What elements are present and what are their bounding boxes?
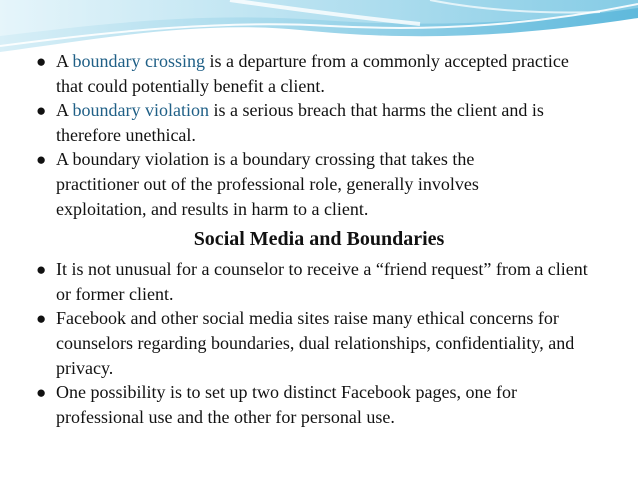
highlighted-term: boundary crossing	[72, 51, 205, 71]
bullet-text-post: is a serious breach that harms the client and is therefore unethical.	[56, 100, 544, 145]
bullet-icon: ●	[36, 309, 47, 328]
bullet-icon: ●	[36, 52, 47, 71]
bullet-icon: ●	[36, 150, 47, 169]
bullet-item-2	[56, 98, 596, 148]
bullet-text-pre: A	[56, 100, 73, 120]
bullet-item-3: A boundary violation is a boundary crossing that takes the practitioner out of the professional role, generally involves exploitation, and results in harm to a client.	[56, 149, 479, 219]
bullet-item-5: Facebook and other social media sites raise many ethical concerns for counselors regarding boundaries, dual relationships, confidentiality, and privacy.	[56, 308, 575, 378]
bullet-item-1	[56, 49, 576, 99]
bullet-item-4: It is not unusual for a counselor to receive a “friend request” from a client or former client.	[56, 259, 588, 304]
bullet-icon: ●	[36, 101, 47, 120]
bullet-icon: ●	[36, 260, 47, 279]
bullet-text-pre: A	[56, 51, 73, 71]
bullet-item-6: One possibility is to set up two distinct Facebook pages, one for professional use and the other for personal use.	[56, 382, 517, 427]
section-heading: Social Media and Boundaries	[193, 228, 445, 250]
highlighted-term: boundary violation	[72, 100, 209, 120]
bullet-icon: ●	[36, 383, 47, 402]
bullet-text-post: is a departure from a commonly accepted practice that could potentially benefit a client.	[56, 51, 569, 96]
